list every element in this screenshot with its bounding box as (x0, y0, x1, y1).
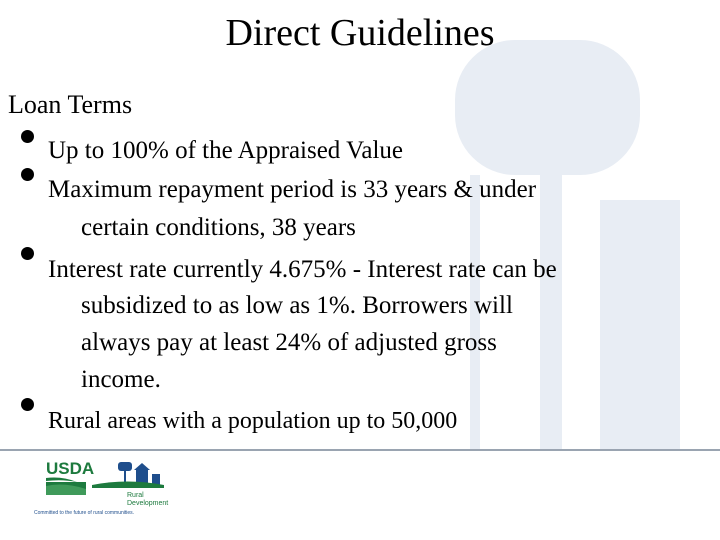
slide-title: Direct Guidelines (225, 12, 495, 54)
bullet-icon (21, 130, 34, 143)
bullet-text: Interest rate currently 4.675% - Interest rate can be (48, 256, 557, 283)
logo-swoosh-icon (46, 478, 77, 483)
bullet-text: Up to 100% of the Appraised Value (48, 137, 404, 164)
bullet-icon (21, 168, 34, 181)
bullet-icon (21, 247, 34, 260)
bullet-text-continuation: always pay at least 24% of adjusted gross (81, 329, 497, 356)
logo-development-text: Development (127, 500, 169, 507)
barn-icon (134, 463, 160, 485)
bullet-text: Maximum repayment period is 33 years & under (48, 176, 537, 203)
bullet-icon (21, 398, 34, 411)
section-heading: Loan Terms (8, 90, 133, 119)
usda-rural-development-logo (32, 456, 182, 518)
bullet-text-continuation: income. (81, 366, 161, 393)
logo-usda-text: USDA (46, 459, 95, 478)
bullet-text-continuation: subsidized to as low as 1%. Borrowers will (81, 292, 513, 319)
bullet-text-continuation: certain conditions, 38 years (81, 214, 356, 241)
logo-tagline: Committed to the future of rural communities. (34, 510, 135, 516)
logo-rural-text: Rural (127, 492, 144, 499)
footer-divider (0, 449, 720, 451)
bullet-text: Rural areas with a population up to 50,000 (48, 408, 458, 434)
